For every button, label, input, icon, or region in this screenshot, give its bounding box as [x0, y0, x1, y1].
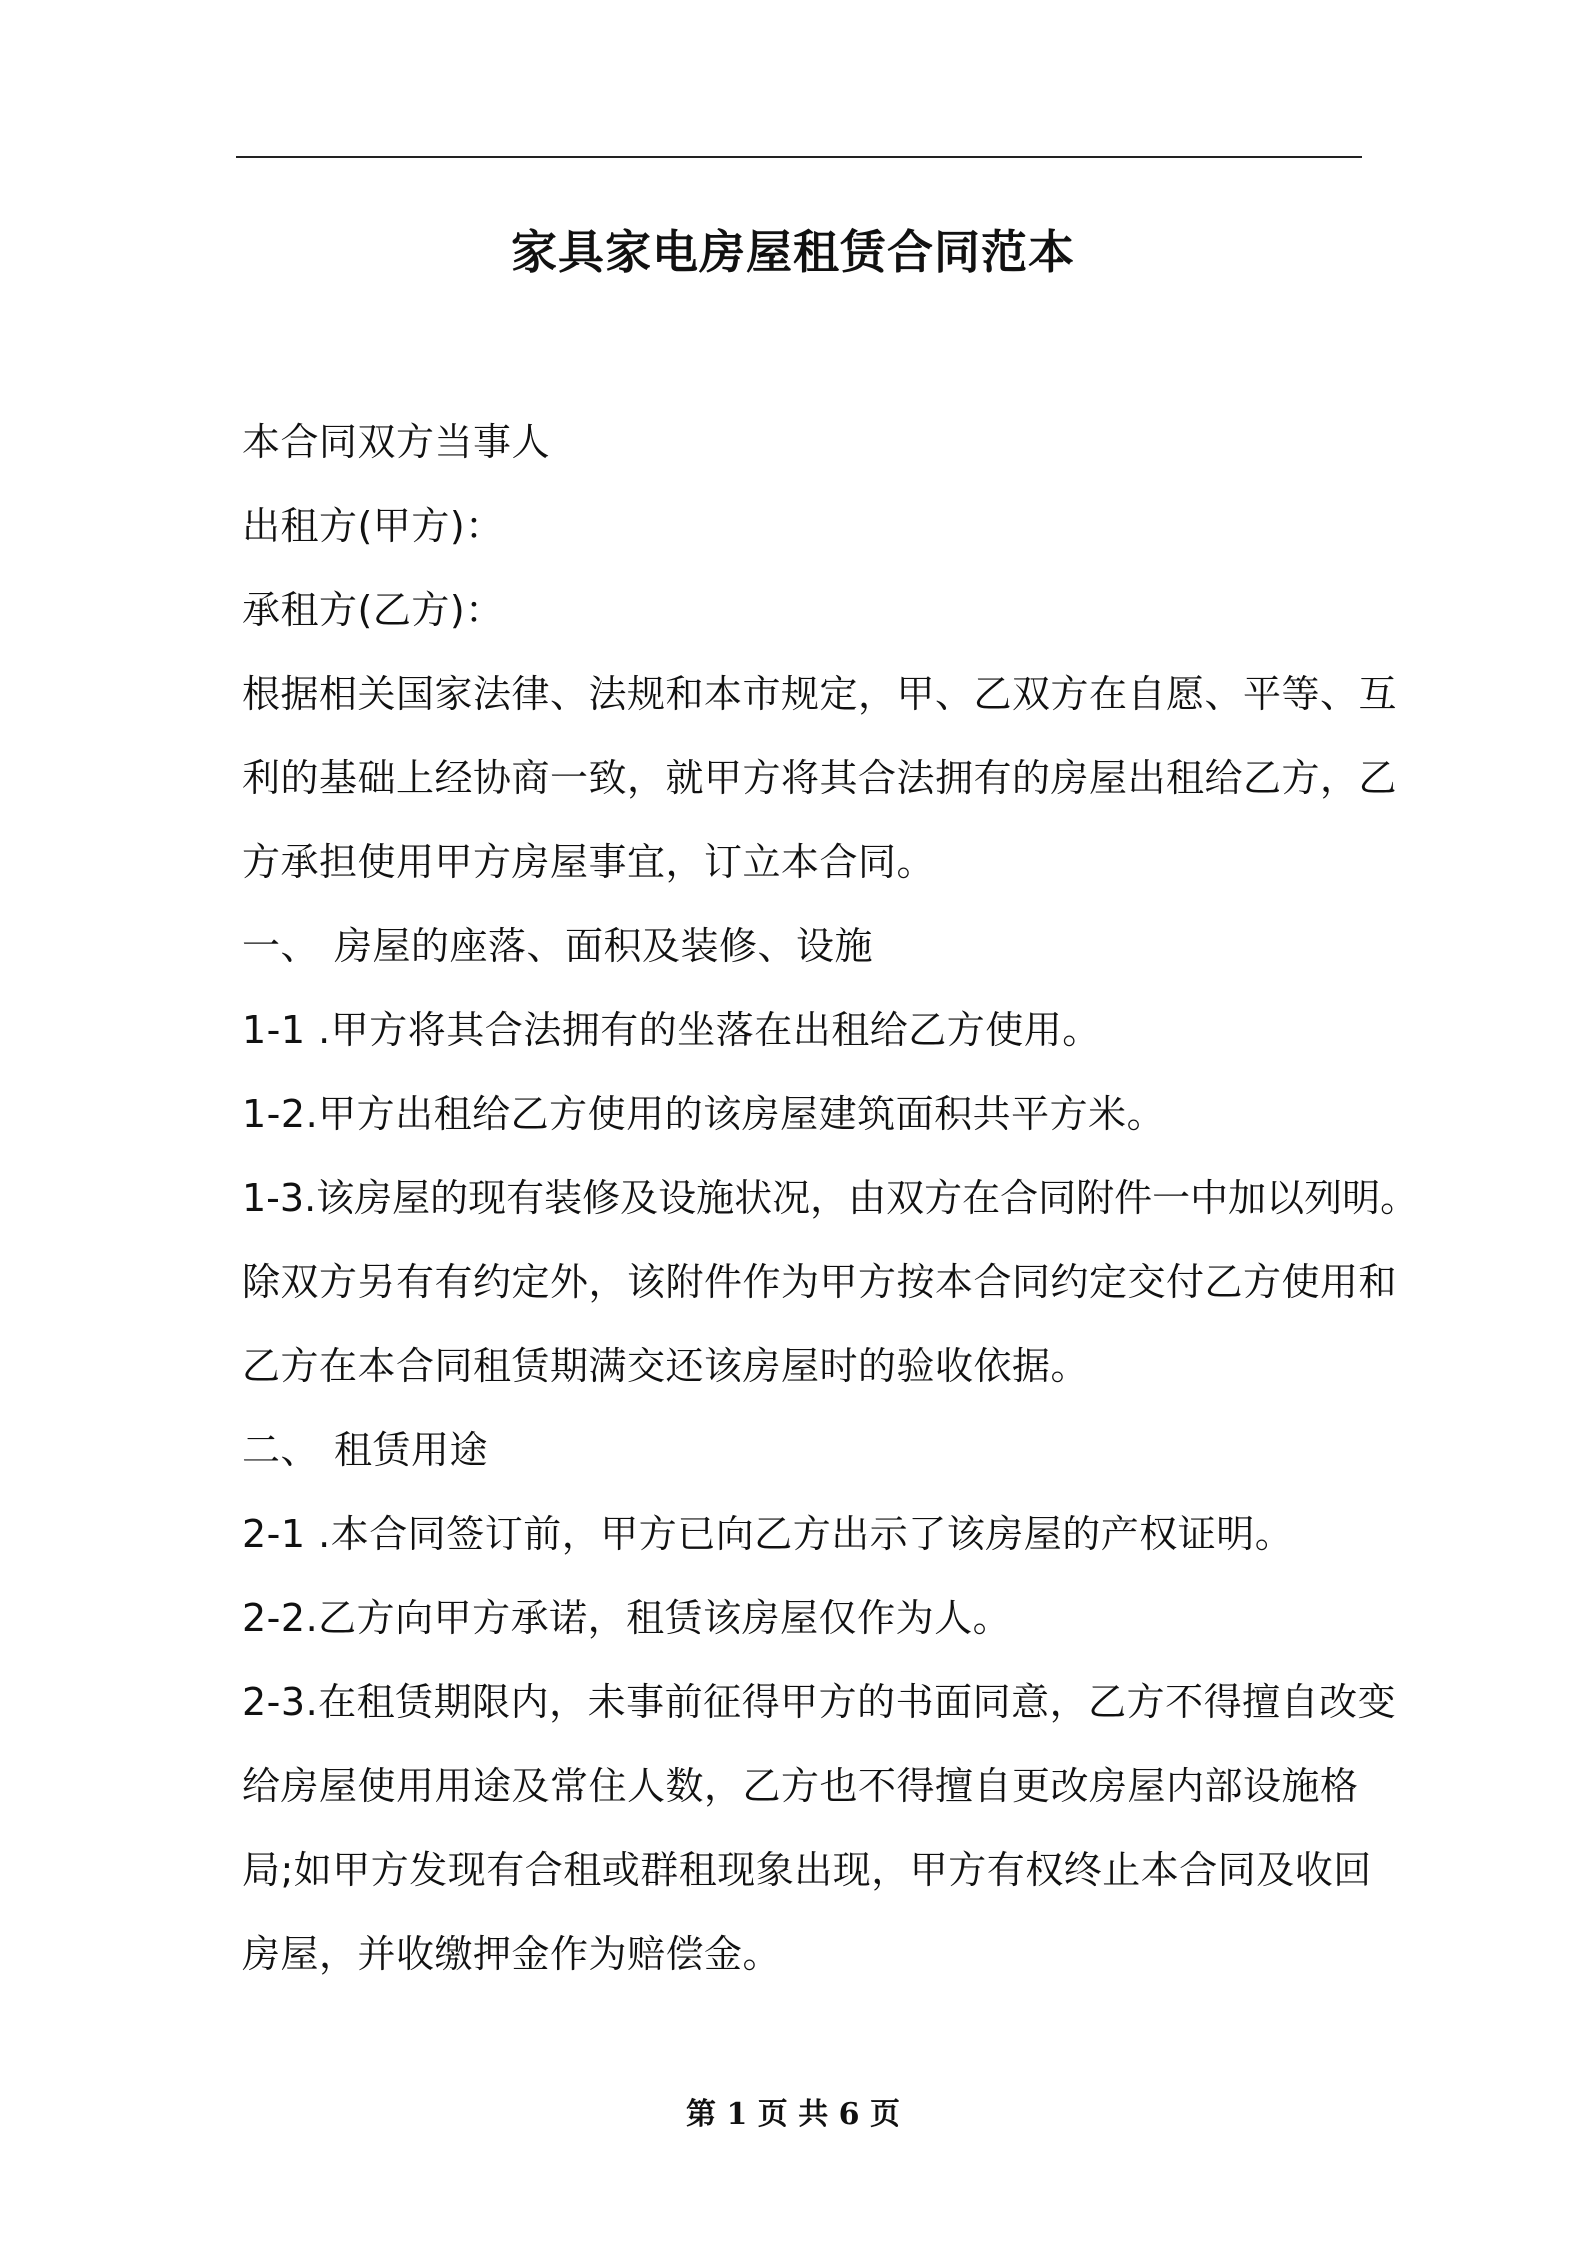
clause-2-1: 2-1 .本合同签订前，甲方已向乙方出示了该房屋的产权证明。 — [242, 1512, 1294, 1556]
clause-1-3-cont-2: 乙方在本合同租赁期满交还该房屋时的验收依据。 — [242, 1344, 1090, 1388]
section-2-heading — [242, 1408, 1372, 1492]
clause-2-2: 2-2.乙方向甲方承诺，租赁该房屋仅作为人。 — [242, 1596, 1012, 1640]
clause-2-3-cont-2: 局;如甲方发现有合租或群租现象出现，甲方有权终止本合同及收回 — [242, 1848, 1372, 1892]
section-2-title: 租赁用途 — [334, 1428, 489, 1472]
clause-1-1: 1-1 .甲方将其合法拥有的坐落在出租给乙方使用。 — [242, 1008, 1101, 1052]
clause-2-3: 2-3.在租赁期限内，未事前征得甲方的书面同意，乙方不得擅自改变 — [242, 1680, 1397, 1724]
intro-parties: 本合同双方当事人 — [242, 420, 551, 464]
preamble-line-3: 方承担使用甲方房屋事宜，订立本合同。 — [242, 840, 936, 884]
preamble-line-2: 利的基础上经协商一致，就甲方将其合法拥有的房屋出租给乙方，乙 — [242, 756, 1398, 800]
document-title: 家具家电房屋租赁合同范本 — [511, 225, 1075, 279]
clause-1-3: 1-3.该房屋的现有装修及设施状况，由双方在合同附件一中加以列明。 — [242, 1176, 1419, 1220]
clause-2-3-cont-1: 给房屋使用用途及常住人数，乙方也不得擅自更改房屋内部设施格 — [242, 1764, 1359, 1808]
page-number: 第 1 页 共 6 页 — [686, 2097, 900, 2132]
document-body — [242, 400, 1419, 1996]
section-1-heading — [242, 904, 1372, 988]
preamble-line-1: 根据相关国家法律、法规和本市规定，甲、乙双方在自愿、平等、互 — [242, 672, 1398, 716]
clause-1-2: 1-2.甲方出租给乙方使用的该房屋建筑面积共平方米。 — [242, 1092, 1166, 1136]
lessor-line: 出租方(甲方)： — [242, 504, 504, 548]
section-2-number: 二、 — [242, 1428, 320, 1472]
header-rule — [236, 156, 1362, 158]
clause-2-3-cont-3: 房屋，并收缴押金作为赔偿金。 — [242, 1932, 782, 1976]
section-1-number: 一、 — [242, 924, 320, 968]
clause-1-3-cont-1: 除双方另有有约定外，该附件作为甲方按本合同约定交付乙方使用和 — [242, 1260, 1398, 1304]
lessee-line: 承租方(乙方)： — [242, 588, 504, 632]
section-1-title: 房屋的座落、面积及装修、设施 — [334, 924, 874, 968]
